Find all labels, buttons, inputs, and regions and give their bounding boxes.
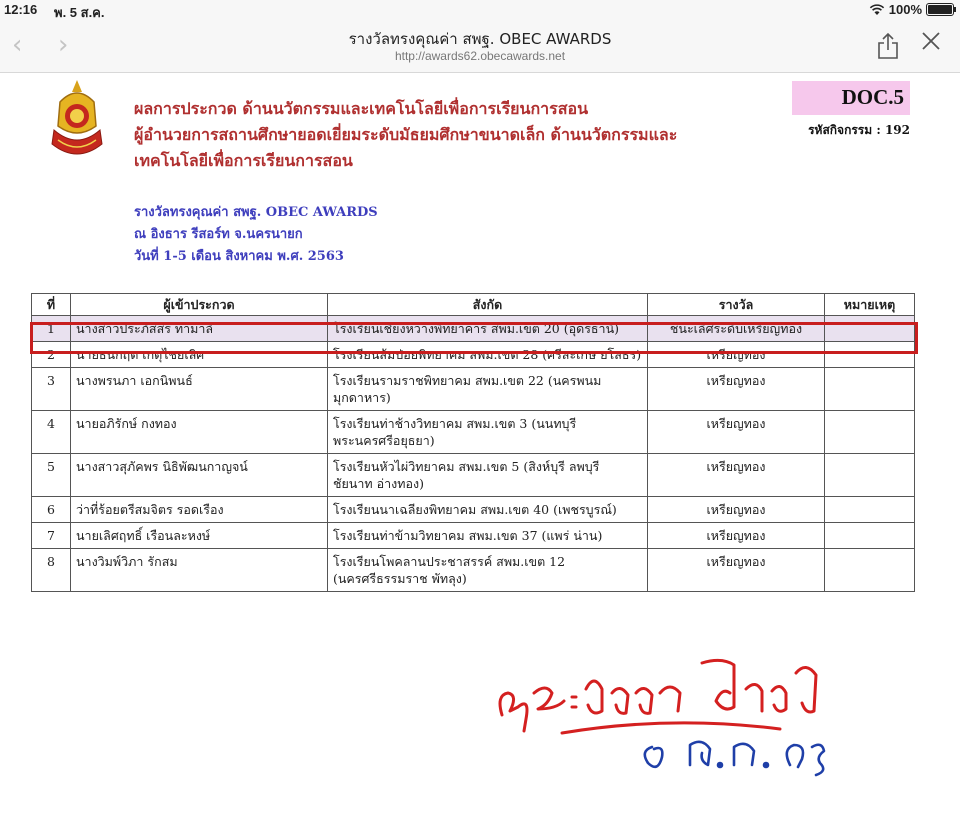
table-row <box>32 411 915 454</box>
cell-note <box>825 549 915 592</box>
cell-award: เหรียญทอง <box>648 549 825 592</box>
cell-affiliation: โรงเรียนส้มป่อยพิทยาคม สพม.เขต 28 (ศรีสะเกษ ยโสธร) <box>328 342 648 368</box>
info-line-2: ณ อิงธาร รีสอร์ท จ.นครนายก <box>134 227 303 242</box>
info-line-1: รางวัลทรงคุณค่า สพฐ. OBEC AWARDS <box>134 205 378 220</box>
cell-affiliation: โรงเรียนเชียงหวางพิทยาคาร สพม.เขต 20 (อุดรธานี) <box>328 316 648 342</box>
battery-icon <box>926 3 954 16</box>
cell-note <box>825 523 915 549</box>
close-icon[interactable] <box>920 30 942 52</box>
table-row <box>32 523 915 549</box>
cell-name: นายอภิรักษ์ กงทอง <box>71 411 328 454</box>
cell-no: 2 <box>32 342 71 368</box>
cell-name: ว่าที่ร้อยตรีสมจิตร รอดเรือง <box>71 497 328 523</box>
cell-affiliation: โรงเรียนท่าข้ามวิทยาคม สพม.เขต 37 (แพร่ น่าน) <box>328 523 648 549</box>
page-url[interactable]: http://awards62.obecawards.net <box>394 49 566 63</box>
cell-note <box>825 497 915 523</box>
cell-affiliation: โรงเรียนท่าช้างวิทยาคม สพม.เขต 3 (นนทบุรี พระนครศรีอยุธยา) <box>328 411 648 454</box>
header-note: หมายเหตุ <box>825 294 915 316</box>
cell-award: เหรียญทอง <box>648 342 825 368</box>
cell-no: 4 <box>32 411 71 454</box>
cell-name: นางสาวประภัสสร ทามาลี <box>71 316 328 342</box>
status-right <box>869 2 954 17</box>
cell-note <box>825 411 915 454</box>
header-contestant: ผู้เข้าประกวด <box>71 294 328 316</box>
doc-label: DOC.5 <box>792 81 910 115</box>
table-row <box>32 497 915 523</box>
header-affiliation: สังกัด <box>328 294 648 316</box>
cell-affiliation: โรงเรียนรามราชพิทยาคม สพม.เขต 22 (นครพนม มุกดาหาร) <box>328 368 648 411</box>
wifi-icon <box>869 4 885 16</box>
cell-no: 6 <box>32 497 71 523</box>
heading-line-1: ผลการประกวด ด้านนวัตกรรมและเทคโนโลยีเพื่อการเรียนการสอน <box>134 99 589 118</box>
cell-no: 3 <box>32 368 71 411</box>
cell-award: เหรียญทอง <box>648 497 825 523</box>
handwritten-signature <box>490 653 850 803</box>
cell-no: 5 <box>32 454 71 497</box>
table-row <box>32 454 915 497</box>
cell-affiliation: โรงเรียนนาเฉลียงพิทยาคม สพม.เขต 40 (เพชรบูรณ์) <box>328 497 648 523</box>
cell-name: นายธนกฤต เกตุไชยเลิศ <box>71 342 328 368</box>
cell-no: 7 <box>32 523 71 549</box>
cell-award: เหรียญทอง <box>648 523 825 549</box>
share-icon[interactable] <box>876 32 900 60</box>
document <box>0 73 960 816</box>
highlight-box <box>30 322 918 354</box>
obec-awards-logo <box>46 78 108 170</box>
cell-award: เหรียญทอง <box>648 454 825 497</box>
cell-no: 8 <box>32 549 71 592</box>
cell-award: เหรียญทอง <box>648 411 825 454</box>
activity-code: รหัสกิจกรรม : 192 <box>808 123 910 137</box>
cell-award: ชนะเลิศระดับเหรียญทอง <box>648 316 825 342</box>
table-header-row <box>32 294 915 316</box>
heading-line-2: ผู้อำนวยการสถานศึกษายอดเยี่ยมระดับมัธยมศึกษาขนาดเล็ก ด้านนวัตกรรมและ <box>134 125 678 144</box>
table-row <box>32 368 915 411</box>
page-title: รางวัลทรงคุณค่า สพฐ. OBEC AWARDS <box>348 30 612 48</box>
cell-name: นางวิมพ์วิภา รักสม <box>71 549 328 592</box>
cell-name: นางสาวสุภัคพร นิธิพัฒนกาญจน์ <box>71 454 328 497</box>
cell-name: นายเลิศฤทธิ์ เรือนละหงษ์ <box>71 523 328 549</box>
status-date: พ. 5 ส.ค. <box>54 5 105 20</box>
browser-toolbar <box>0 20 960 73</box>
forward-arrow-icon[interactable]: › <box>58 30 69 60</box>
info-line-3: วันที่ 1-5 เดือน สิงหาคม พ.ศ. 2563 <box>134 249 344 264</box>
header-award: รางวัล <box>648 294 825 316</box>
cell-award: เหรียญทอง <box>648 368 825 411</box>
cell-name: นางพรนภา เอกนิพนธ์ <box>71 368 328 411</box>
table-row <box>32 549 915 592</box>
battery-percent: 100% <box>888 2 922 17</box>
status-time: 12:16 <box>4 2 38 17</box>
header-no: ที่ <box>32 294 71 316</box>
heading-line-3: เทคโนโลยีเพื่อการเรียนการสอน <box>134 151 353 170</box>
cell-no: 1 <box>32 316 71 342</box>
back-arrow-icon[interactable]: ‹ <box>12 30 23 60</box>
cell-note <box>825 454 915 497</box>
cell-note <box>825 368 915 411</box>
status-bar <box>0 0 960 20</box>
cell-affiliation: โรงเรียนหัวไผ่วิทยาคม สพม.เขต 5 (สิงห์บุรี ลพบุรี ชัยนาท อ่างทอง) <box>328 454 648 497</box>
cell-affiliation: โรงเรียนโพคลานประชาสรรค์ สพม.เขต 12 (นครศรีธรรมราช พัทลุง) <box>328 549 648 592</box>
